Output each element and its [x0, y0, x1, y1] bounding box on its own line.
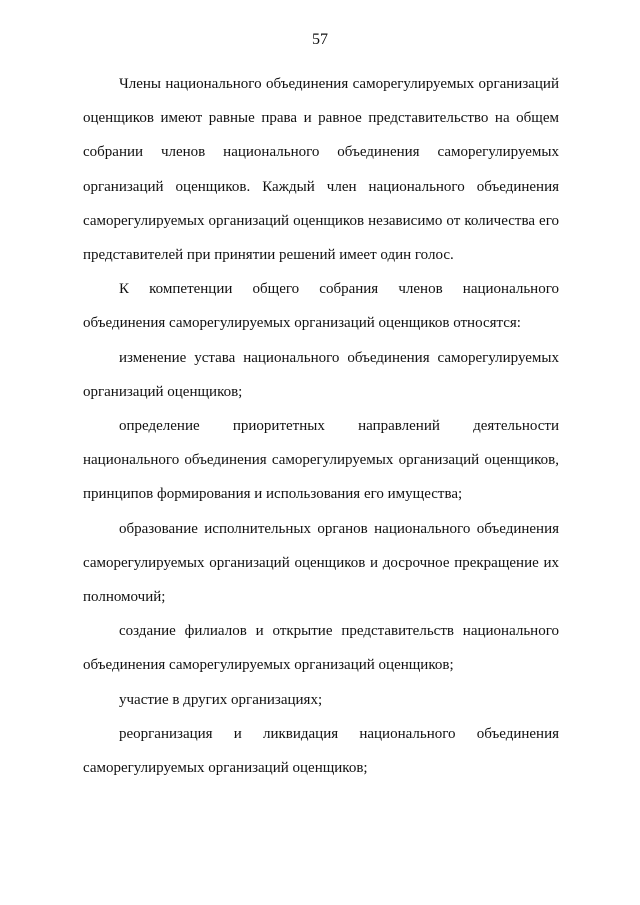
list-item-priority-directions: определение приоритетных направлений деятельности национального объединения саморегулируемых организаций оценщиков, принципов формирования и использования его имущества;	[83, 418, 559, 503]
list-item-reorganization: реорганизация и ликвидация национального объединения саморегулируемых организаций оценщиков;	[83, 725, 559, 777]
paragraph-competence-intro: К компетенции общего собрания членов национального объединения саморегулируемых организаций оценщиков относятся:	[83, 281, 559, 332]
list-item-other-organizations: участие в других организациях;	[119, 691, 323, 708]
list-item-executive-bodies: образование исполнительных органов национального объединения саморегулируемых организаций оценщиков и досрочное прекращение их полномочий;	[83, 520, 559, 606]
paragraph-membership-rights: Члены национального объединения саморегулируемых организаций оценщиков имеют равные права и равное представительство на общем собрании членов национального объединения саморегулируемых организаций оценщиков. Каждый член национального объединения саморегулируемых организаций оценщиков независимо от количества его представителей при принятии решений имеет один голос.	[83, 76, 559, 264]
list-item-charter-amendment: изменение устава национального объединения саморегулируемых организаций оценщиков;	[83, 349, 559, 400]
list-item-branches: создание филиалов и открытие представительств национального объединения саморегулируемых организаций оценщиков;	[83, 623, 559, 674]
page-number: 57	[312, 31, 328, 48]
document-body	[83, 67, 559, 785]
